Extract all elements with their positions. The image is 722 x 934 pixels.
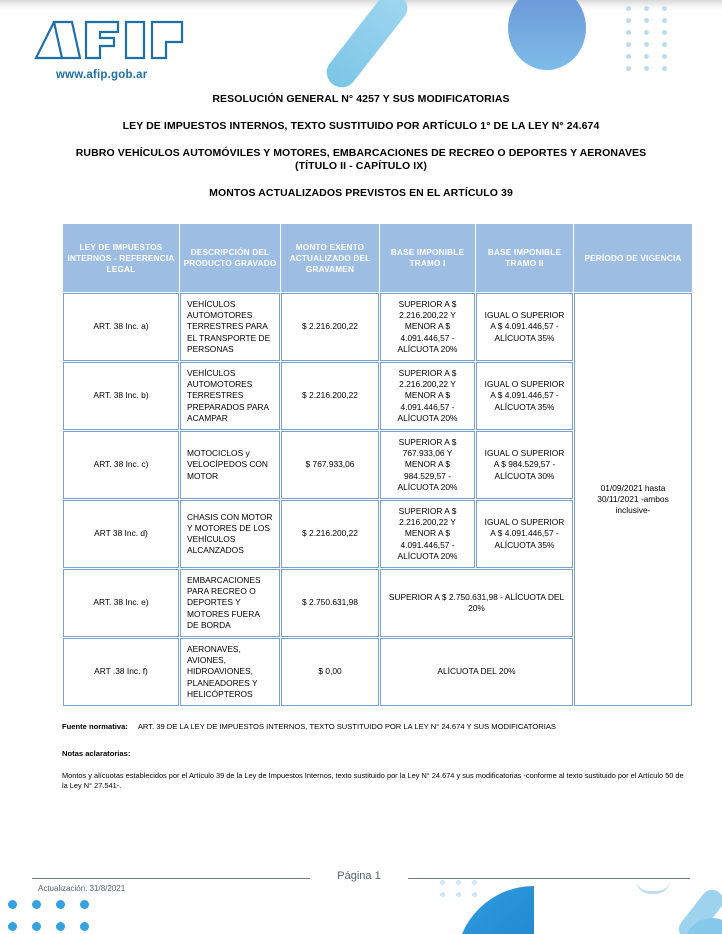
cell-tramo-merged: ALÍCUOTA DEL 20% bbox=[380, 638, 573, 706]
rates-table bbox=[62, 223, 693, 707]
cell-referencia: ART. 38 Inc. b) bbox=[63, 362, 179, 430]
cell-referencia: ART. 38 Inc. e) bbox=[63, 569, 179, 637]
col-header-descripcion: DESCRIPCIÓN DEL PRODUCTO GRAVADO bbox=[180, 224, 280, 292]
cell-descripcion: VEHÍCULOS AUTOMOTORES TERRESTRES PREPARADOS PARA ACAMPAR bbox=[180, 362, 280, 430]
title-line-2: LEY DE IMPUESTOS INTERNOS, TEXTO SUSTITUIDO POR ARTÍCULO 1° DE LA LEY N° 24.674 bbox=[122, 120, 600, 132]
col-header-referencia-legal: LEY DE IMPUESTOS INTERNOS - REFERENCIA LEGAL bbox=[63, 224, 179, 292]
band-shadow bbox=[0, 0, 722, 10]
title-line-1: RESOLUCIÓN GENERAL N° 4257 Y SUS MODIFICATORIAS bbox=[212, 93, 510, 105]
diagonal-bar-shape bbox=[321, 0, 414, 88]
cell-descripcion: MOTOCICLOS y VELOCÍPEDOS CON MOTOR bbox=[180, 431, 280, 499]
cell-monto: $ 2.750.631,98 bbox=[281, 569, 379, 637]
cell-tramo-merged: SUPERIOR A $ 2.750.631,98 - ALÍCUOTA DEL 20% bbox=[380, 569, 573, 637]
cell-monto: $ 767.933,06 bbox=[281, 431, 379, 499]
cell-descripcion: VEHÍCULOS AUTOMOTORES TERRESTRES PARA EL TRANSPORTE DE PERSONAS bbox=[180, 293, 280, 361]
circle-blob-shape bbox=[508, 0, 586, 70]
cell-referencia: ART 38 Inc. d) bbox=[63, 500, 179, 568]
title-line-3: RUBRO VEHÍCULOS AUTOMÓVILES Y MOTORES, EMBARCACIONES DE RECREO O DEPORTES Y AERONAVES (TÍTULO II - CAPÍTULO IX) bbox=[75, 147, 647, 172]
footer-rule-right bbox=[408, 878, 690, 879]
afip-wordmark-icon bbox=[22, 14, 192, 64]
dot-grid-bottom-left bbox=[8, 900, 104, 934]
cell-tramo-2: IGUAL O SUPERIOR A $ 984.529,57 - ALÍCUOTA 30% bbox=[476, 431, 573, 499]
table-body bbox=[63, 293, 692, 706]
col-header-base-tramo-2: BASE IMPONIBLE TRAMO II bbox=[476, 224, 573, 292]
cell-descripcion: AERONAVES, AVIONES, HIDROAVIONES, PLANEADORES Y HELICÓPTEROS bbox=[180, 638, 280, 706]
col-header-monto-exento: MONTO EXENTO ACTUALIZADO DEL GRAVAMEN bbox=[281, 224, 379, 292]
notas-text: Montos y alícuotas establecidos por el Artículo 39 de la Ley de Impuestos Internos, texto sustituido por la Ley N° 24.674 y sus modificatorias -conforme al texto sustituido por el Artículo 50 de la Ley N° 27.541-. bbox=[62, 770, 684, 790]
footer-rule-left bbox=[32, 878, 310, 879]
cell-referencia: ART .38 Inc. f) bbox=[63, 638, 179, 706]
table-header-row bbox=[63, 224, 692, 292]
cell-tramo-1: SUPERIOR A $ 2.216.200,22 Y MENOR A $ 4.091.446,57 - ALÍCUOTA 20% bbox=[380, 362, 475, 430]
cell-tramo-2: IGUAL O SUPERIOR A $ 4.091.446,57 - ALÍCUOTA 35% bbox=[476, 293, 573, 361]
table-row bbox=[63, 293, 692, 361]
dot-grid-top bbox=[626, 6, 680, 78]
document-titles bbox=[54, 93, 668, 200]
cell-monto: $ 2.216.200,22 bbox=[281, 500, 379, 568]
dot-grid-near-wedge bbox=[440, 880, 488, 904]
fuente-normativa bbox=[62, 722, 690, 733]
title-line-4: MONTOS ACTUALIZADOS PREVISTOS EN EL ARTÍCULO 39 bbox=[209, 187, 513, 199]
cell-referencia: ART. 38 Inc. a) bbox=[63, 293, 179, 361]
page-footer bbox=[0, 866, 722, 906]
cell-monto: $ 2.216.200,22 bbox=[281, 293, 379, 361]
cell-tramo-1: SUPERIOR A $ 2.216.200,22 Y MENOR A $ 4.091.446,57 - ALÍCUOTA 20% bbox=[380, 500, 475, 568]
cell-monto: $ 2.216.200,22 bbox=[281, 362, 379, 430]
actualizacion-text: Actualización: 31/8/2021 bbox=[38, 884, 126, 893]
notas-label: Notas aclaratorias: bbox=[62, 748, 131, 758]
cell-tramo-2: IGUAL O SUPERIOR A $ 4.091.446,57 - ALÍCUOTA 35% bbox=[476, 500, 573, 568]
footnotes-section bbox=[62, 722, 690, 792]
afip-logo bbox=[22, 14, 192, 81]
cell-tramo-2: IGUAL O SUPERIOR A $ 4.091.446,57 - ALÍCUOTA 35% bbox=[476, 362, 573, 430]
cell-monto: $ 0,00 bbox=[281, 638, 379, 706]
afip-url-text: www.afip.gob.ar bbox=[56, 69, 148, 81]
cell-tramo-1: SUPERIOR A $ 767.933,06 Y MENOR A $ 984.529,57 - ALÍCUOTA 20% bbox=[380, 431, 475, 499]
cell-tramo-1: SUPERIOR A $ 2.216.200,22 Y MENOR A $ 4.091.446,57 - ALÍCUOTA 20% bbox=[380, 293, 475, 361]
cell-descripcion: EMBARCACIONES PARA RECREO O DEPORTES Y MOTORES FUERA DE BORDA bbox=[180, 569, 280, 637]
col-header-base-tramo-1: BASE IMPONIBLE TRAMO I bbox=[380, 224, 475, 292]
rates-table-container bbox=[62, 223, 688, 707]
col-header-periodo-vigencia: PERÍODO DE VIGENCIA bbox=[574, 224, 692, 292]
fuente-label: Fuente normativa: bbox=[62, 722, 128, 731]
cell-periodo-vigencia: 01/09/2021 hasta 30/11/2021 -ambos inclusive- bbox=[574, 293, 692, 706]
cell-referencia: ART. 38 Inc. c) bbox=[63, 431, 179, 499]
page-number: Página 1 bbox=[337, 870, 381, 882]
cell-descripcion: CHASIS CON MOTOR Y MOTORES DE LOS VEHÍCULOS ALCANZADOS bbox=[180, 500, 280, 568]
fuente-text: ART. 39 DE LA LEY DE IMPUESTOS INTERNOS, TEXTO SUSTITUIDO POR LA LEY N° 24.674 Y SUS MODIFICATORIAS bbox=[137, 722, 556, 731]
